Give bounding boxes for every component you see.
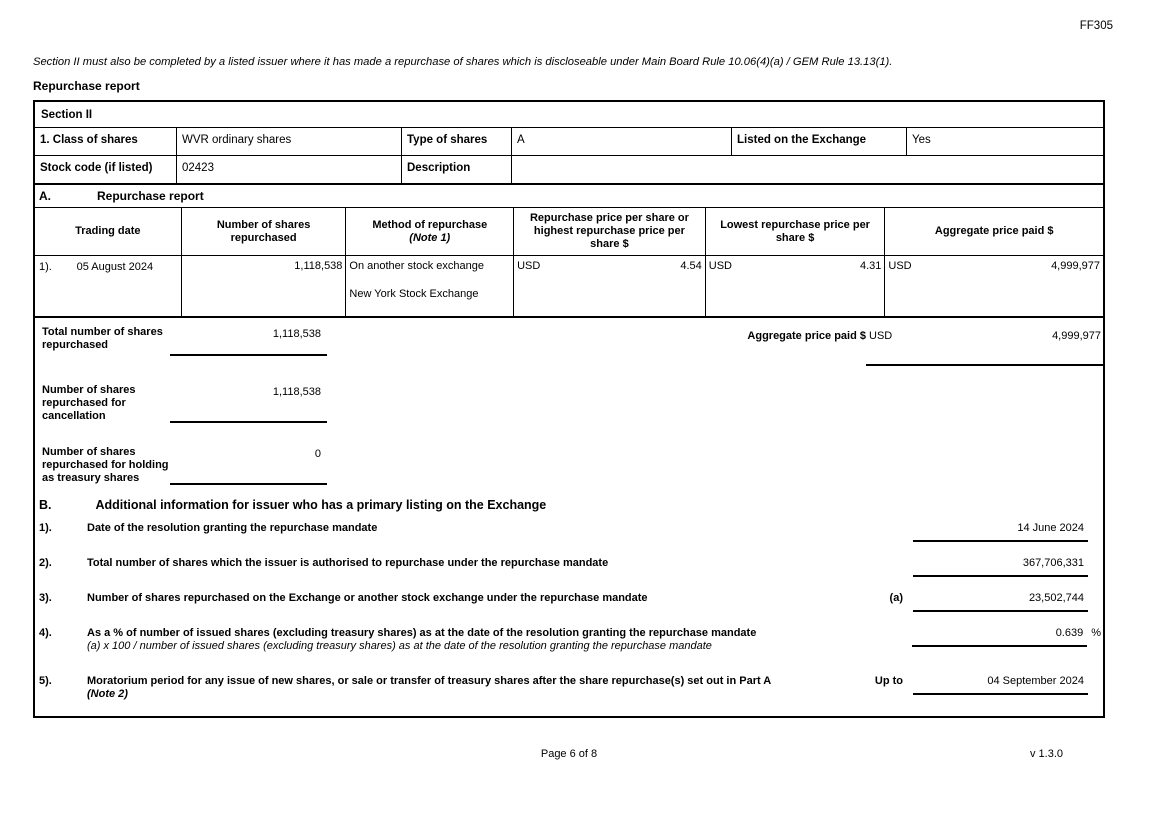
sectionA-heading [35,185,1103,208]
aggregate-paid-valuebox [866,328,1103,366]
b-item-3-tag: (a) [889,592,903,604]
treasury-block [42,446,327,485]
cell-method [346,256,514,316]
b-item-5-num: 5). [39,675,52,687]
b-item-4-suffix: % [1091,627,1101,639]
description-value [512,156,1103,183]
col-trading-date: Trading date [35,208,182,255]
method-line2: New York Stock Exchange [349,288,479,300]
b-item-2-label: Total number of shares which the issuer is authorised to repurchase under the repurchase mandate [87,557,609,569]
b-item-5-subtext: (Note 2) [87,688,128,700]
col-method-note: (Note 1) [409,231,451,244]
aggregate-paid-value: 4,999,977 [1052,330,1101,342]
col-method [346,208,514,255]
cell-high-price [514,256,706,316]
b-item-5 [35,673,1103,701]
b-item-1 [35,520,1103,542]
aggregate-paid-currency: USD [869,330,893,342]
low-currency: USD [708,260,732,272]
b-item-3 [35,590,1103,612]
b-item-3-label: Number of shares repurchased on the Exchange or another stock exchange under the repurchase mandate [87,592,648,604]
b-item-4-label: As a % of number of issued shares (excluding treasury shares) as at the date of the resolution granting the repurchase mandate [87,627,757,639]
col-low-price: Lowest repurchase price per share $ [706,208,886,255]
cell-aggregate [885,256,1103,316]
aggregate-paid-label: Aggregate price paid $ [747,330,866,342]
col-high-price: Repurchase price per share or highest repurchase price per share $ [514,208,706,255]
stock-code-value: 02423 [177,156,402,183]
total-shares-value: 1,118,538 [170,326,327,356]
b-item-5-value: 04 September 2024 [913,673,1088,695]
cell-trading-date [35,256,182,316]
table-row [35,256,1103,318]
aggregate-currency: USD [888,260,912,272]
treasury-value: 0 [170,446,327,485]
stock-code-label: Stock code (if listed) [35,156,177,183]
b-item-1-label: Date of the resolution granting the repurchase mandate [87,522,378,534]
total-shares-label: Total number of shares repurchased [42,326,163,351]
sectionB-heading [35,489,1103,520]
section2-row-class [35,128,1103,156]
section2-header: Section II [35,102,1103,128]
cell-shares: 1,118,538 [182,256,347,316]
col-shares-repurchased: Number of shares repurchased [182,208,347,255]
description-label: Description [402,156,512,183]
page-number: Page 6 of 8 [540,748,598,760]
cell-low-price [706,256,886,316]
col-aggregate-paid: Aggregate price paid $ [934,225,1054,237]
totals-section [35,318,1103,489]
version-label: v 1.3.0 [1029,748,1063,760]
b-item-5-label: Moratorium period for any issue of new shares, or sale or transfer of treasury shares after the share repurchase(s) set out in Part A [87,675,772,687]
row-index: 1). [39,261,52,273]
aggregate-amount: 4,999,977 [1051,260,1100,272]
b-item-1-num: 1). [39,522,52,534]
cancellation-label: Number of shares repurchased for cancellation [42,384,136,422]
page-title: Repurchase report [33,79,140,93]
cancellation-block [42,384,327,423]
cancellation-value: 1,118,538 [170,384,327,423]
intro-note: Section II must also be completed by a listed issuer where it has made a repurchase of shares which is discloseable under Main Board Rule 10.06(4)(a) / GEM Rule 13.13(1). [33,56,893,68]
b-item-1-value: 14 June 2024 [913,520,1088,542]
aggregate-paid-block [747,328,1103,366]
listed-on-exchange-label: Listed on the Exchange [732,128,907,155]
low-price-value: 4.31 [859,260,882,272]
sectionB-title: Additional information for issuer who has a primary listing on the Exchange [95,498,547,512]
repurchase-table-header [35,208,1103,256]
b-item-2-value: 367,706,331 [913,555,1088,577]
b-item-4-subtext: (a) x 100 / number of issued shares (excluding treasury shares) as at the date of the resolution granting the repurchase mandate [87,640,712,652]
sectionA-label: A. [39,189,51,203]
sectionB-label: B. [39,498,52,512]
b-item-3-value: 23,502,744 [913,590,1088,612]
class-of-shares-value: WVR ordinary shares [177,128,402,155]
listed-on-exchange-value: Yes [912,134,931,146]
method-line1: On another stock exchange [349,260,484,272]
class-of-shares-label: 1. Class of shares [35,128,177,155]
treasury-label: Number of shares repurchased for holding as treasury shares [42,446,169,484]
trading-date-value: 05 August 2024 [76,261,154,273]
total-shares-block [42,326,327,356]
b-item-5-prefix: Up to [874,675,903,687]
sectionA-title: Repurchase report [97,189,204,203]
high-price-value: 4.54 [680,260,702,272]
col-method-line1: Method of repurchase [372,218,488,231]
form-code: FF305 [1079,20,1113,32]
b-item-4-num: 4). [39,627,52,639]
b-item-4 [35,625,1103,653]
b-item-3-num: 3). [39,592,52,604]
type-of-shares-label: Type of shares [402,128,512,155]
section2-row-stockcode [35,156,1103,185]
b-item-2-num: 2). [39,557,52,569]
b-item-4-value: 0.639 [912,625,1087,647]
high-currency: USD [517,260,541,272]
type-of-shares-value: A [512,128,732,155]
b-item-2 [35,555,1103,577]
form-outer-box [33,100,1105,718]
